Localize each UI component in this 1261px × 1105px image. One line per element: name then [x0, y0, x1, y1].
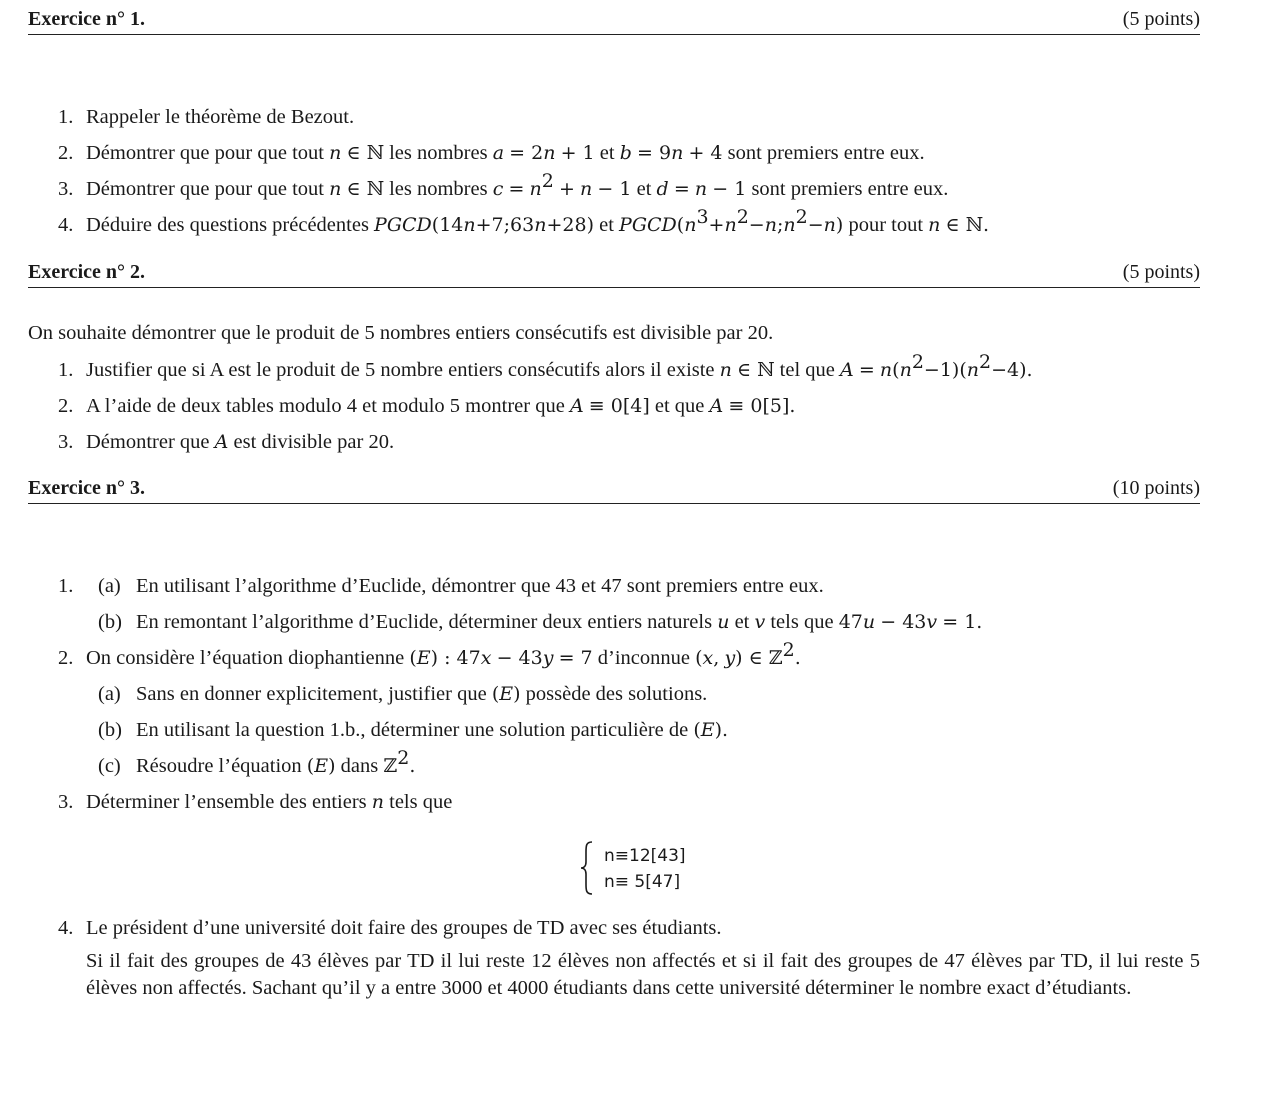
ex3-question-1a: 1. (a) En utilisant l’algorithme d’Euclide, démontrer que 43 et 47 sont premiers entre eux. [58, 575, 824, 597]
ex1-question-1: 1. Rappeler le théorème de Bezout. [58, 106, 355, 128]
ex1-question-4: 4. Déduire des questions précédentes PGCD(14n+7;63n+28) et $PGCD(n^3+n^2-n;n^2-n)$ pour tout n ∈ ℕ. [58, 206, 990, 236]
exercise-1-points: (5 points) [1122, 8, 1200, 30]
left-brace-icon [578, 840, 598, 896]
ex3-question-2a: (a) Sans en donner explicitement, justifier que (E) possède des solutions. [98, 683, 708, 705]
ex3-question-2c: (c) Résoudre l’équation (E) dans ℤ$^2$. [98, 747, 416, 777]
exercise-2-title: Exercice n° 2. [28, 261, 146, 283]
ex3-question-2b: (b) En utilisant la question 1.b., déterminer une solution particulière de (E). [98, 719, 729, 741]
ex3-question-2: 2. On considère l’équation diophantienne (E) : 47x − 43y = 7 d’inconnue (x, y) ∈ ℤ$^2$. [58, 639, 801, 669]
exercise-2-header [28, 261, 1200, 288]
ex3-question-1b: (b) En remontant l’algorithme d’Euclide, déterminer deux entiers naturels u et v tels que 47u − 43v = 1. [98, 611, 983, 633]
exercise-3-title: Exercice n° 3. [28, 477, 146, 499]
ex3-question-3: 3. Déterminer l’ensemble des entiers n tels que [58, 791, 453, 813]
congruence-2: n≡ 5[47] [604, 872, 681, 892]
exercise-2-points: (5 points) [1122, 261, 1200, 283]
congruence-1: n≡12[43] [604, 846, 686, 866]
ex2-question-2: 2. A l’aide de deux tables modulo 4 et modulo 5 montrer que A ≡ 0[4] et que A ≡ 0[5]. [58, 395, 796, 417]
congruence-system [578, 840, 738, 900]
ex2-question-1: 1. Justifier que si A est le produit de 5 nombre entiers consécutifs alors il existe n ∈ ℕ tel que $A = n(n^2-1)(n^2-4)$. [58, 351, 1033, 381]
ex3-question-4-body: Si il fait des groupes de 43 élèves par TD il lui reste 12 élèves non affectés et si il fait des groupes de 47 élèves par TD, il lui reste 5 élèves non affectés. Sachant qu’il y a entre 3000 et 4000 étudiants dans cette université déterminer le nombre exact d’étudiants. [86, 950, 1200, 999]
exercise-1-title: Exercice n° 1. [28, 8, 146, 30]
ex1-question-2: 2. Démontrer que pour que tout n ∈ ℕ les nombres a = 2n + 1 et b = 9n + 4 sont premiers entre eux. [58, 142, 925, 164]
ex3-question-4: 4. Le président d’une université doit faire des groupes de TD avec ses étudiants. [58, 917, 722, 939]
ex1-question-3: 3. Démontrer que pour que tout n ∈ ℕ les nombres $c = n^2 + n - 1$ et d = n − 1 sont premiers entre eux. [58, 170, 949, 200]
exercise-3-points: (10 points) [1112, 477, 1200, 499]
exercise-1-header [28, 8, 1200, 35]
exercise-3-header [28, 477, 1200, 504]
ex2-question-3: 3. Démontrer que A est divisible par 20. [58, 431, 395, 453]
ex2-intro: On souhaite démontrer que le produit de 5 nombres entiers consécutifs est divisible par 20. [28, 322, 774, 344]
